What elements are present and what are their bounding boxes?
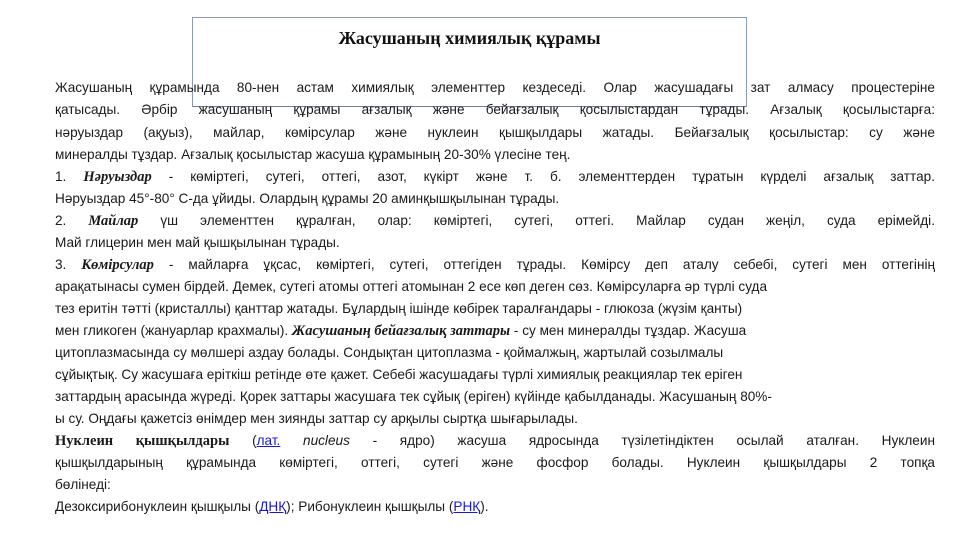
dna-link[interactable]: ДНҚ xyxy=(259,499,287,514)
text-line: нәруыздар (ақуыз), майлар, көмірсулар және нуклеин қышқылдары жатады. Бейағзалық қосылыстар: су және xyxy=(55,125,935,140)
text-line: арақатынасы сумен бірдей. Демек, сутегі атомы оттегі атомынан 2 есе көп деген сөз. Көмірсуларға әр түрлі суда xyxy=(55,279,768,294)
text-line: ы су. Оңдағы қажетсіз өнімдер мен зиянды заттар су арқылы сыртқа шығарылады. xyxy=(55,411,578,426)
text-line: цитоплазмасында су мөлшері аздау болады. Сондықтан цитоплазма - қоймалжың, жартылай созылмалы xyxy=(55,345,724,360)
item-text: - көміртегі, сутегі, оттегі, азот, күкірт және т. б. элементтерден тұратын күрделі ағзалық заттар. xyxy=(151,169,935,184)
nucleic-acids-line xyxy=(55,432,935,450)
rna-link[interactable]: РНҚ xyxy=(453,499,481,514)
text-segment: ( xyxy=(229,433,257,448)
latin-link[interactable]: лат. xyxy=(256,433,281,448)
text-line: Жасушаның құрамында 80-нен астам химиялық элементтер кездеседі. Олар жасушадағы зат алмасу процестеріне xyxy=(55,80,935,95)
text-line: бөлінеді: xyxy=(55,477,111,492)
text-line: тез еритін тәтті (кристаллы) қанттар жатады. Бұлардың ішінде көбірек таралғандары - глюкоза (жүзім қанты) xyxy=(55,301,743,316)
text-line: минералды тұздар. Ағзалық қосылыстар жасуша құрамының 20-30% үлесіне тең. xyxy=(55,147,571,162)
term-inorganic: Жасушаның бейағзалық заттары xyxy=(291,323,511,339)
text-segment: Дезоксирибонуклеин қышқылы ( xyxy=(55,499,260,514)
item-lipids xyxy=(55,212,935,230)
latin-word: nucleus xyxy=(280,433,350,448)
text-line: заттардың арасында жүреді. Қорек заттары жасушаға тек сұйық (еріген) күйінде қабылданады. Жасушаның 80%- xyxy=(55,389,772,404)
text-line xyxy=(55,322,935,340)
text-segment: - ядро) жасуша ядросында түзілетіндіктен осылай аталған. Нуклеин xyxy=(349,433,935,448)
dna-rna-line xyxy=(55,498,935,516)
term-lipids: Майлар xyxy=(88,213,139,229)
text-line: Май глицерин мен май қышқылынан тұрады. xyxy=(55,235,340,250)
slide-title: Жасушаның химиялық құрамы xyxy=(338,28,601,48)
term-carbohydrates: Көмірсулар xyxy=(81,257,154,273)
text-segment: ). xyxy=(480,499,489,514)
text-segment: мен гликоген (жануарлар крахмалы). xyxy=(55,323,292,338)
item-carbohydrates xyxy=(55,256,935,274)
text-line: қатысады. Әрбір жасушаның құрамы ағзалық және бейағзалық қосылыстардан тұрады. Ағзалық қосылыстарға: xyxy=(55,102,935,117)
item-proteins xyxy=(55,168,935,186)
text-segment: ); Рибонуклеин қышқылы ( xyxy=(286,499,454,514)
item-number: 2. xyxy=(55,213,89,228)
term-proteins: Нәруыздар xyxy=(83,169,152,185)
item-number: 3. xyxy=(55,257,82,272)
item-text: - майларға ұқсас, көміртегі, сутегі, оттегіден тұрады. Көмірсу деп аталу себебі, сутегі мен оттегінің xyxy=(153,257,935,272)
text-line: қышқылдарының құрамында көміртегі, оттегі, сутегі және фосфор болады. Нуклеин қышқылдары 2 топқа xyxy=(55,455,935,470)
term-nucleic-acids: Нуклеин қышқылдары xyxy=(55,433,230,449)
item-text: үш элементтен құралған, олар: көміртегі, сутегі, оттегі. Майлар судан жеңіл, суда ерімейді. xyxy=(138,213,935,228)
item-number: 1. xyxy=(55,169,84,184)
text-line: сұйықтық. Су жасушаға еріткіш ретінде өте қажет. Себебі жасушадағы түрлі химиялық реакциялар тек еріген xyxy=(55,367,743,382)
text-segment: - су мен минералды тұздар. Жасуша xyxy=(510,323,747,338)
text-line: Нәруыздар 45°-80° С-да ұйиды. Олардың құрамы 20 аминқышқылынан тұрады. xyxy=(55,191,560,206)
